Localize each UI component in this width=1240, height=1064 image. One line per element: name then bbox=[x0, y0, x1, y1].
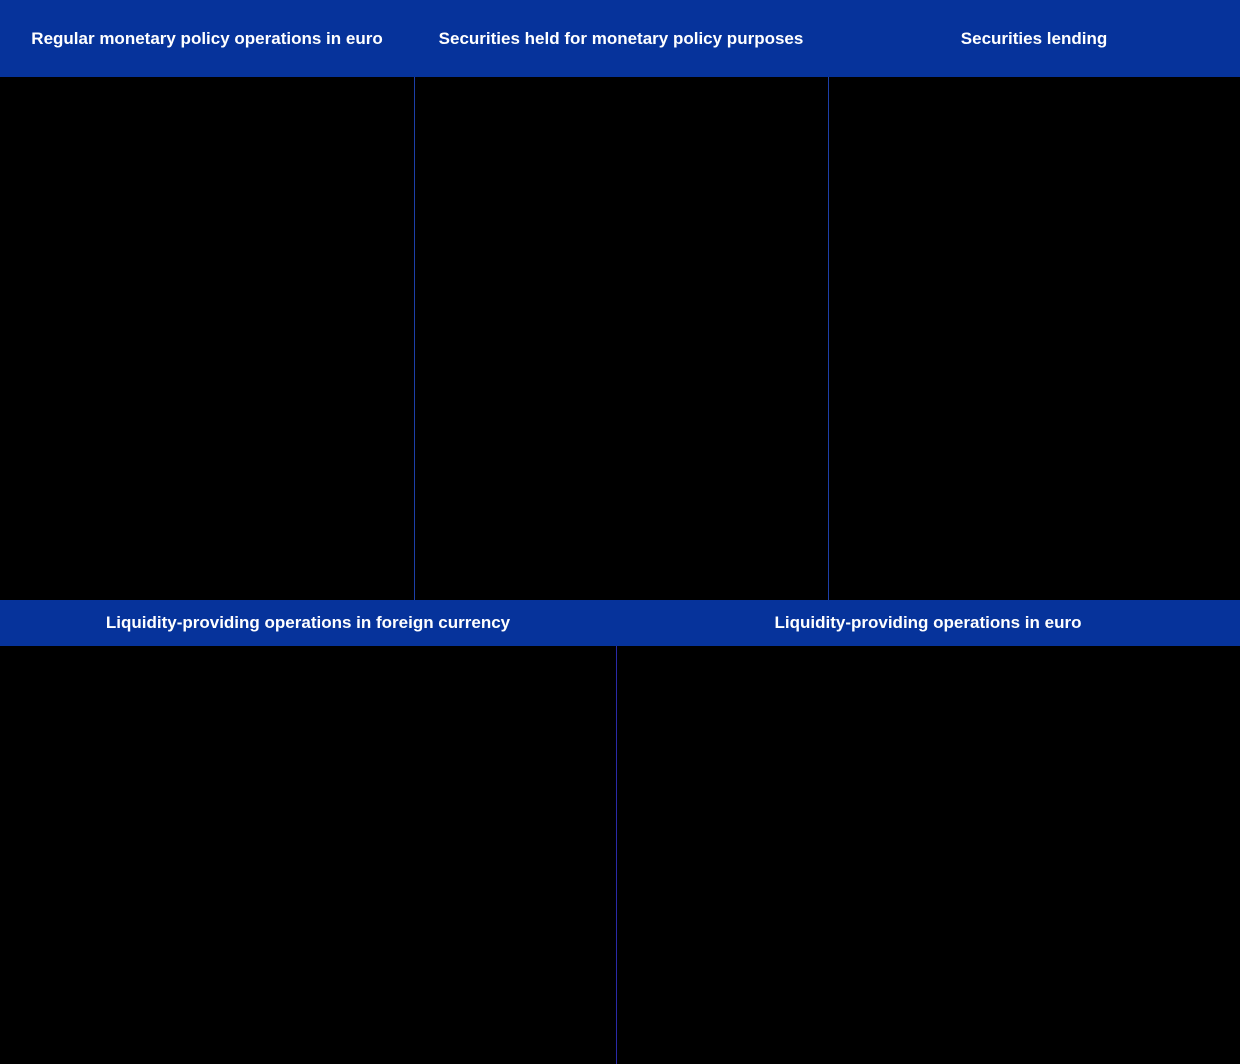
plot-area-regular-monetary-policy-operations bbox=[0, 77, 414, 600]
top-title-band bbox=[0, 0, 1240, 77]
chart-panel-liquidity-providing-operations-foreign-currency[interactable] bbox=[0, 646, 616, 1064]
chart-panel-securities-held-for-monetary-policy-purposes[interactable] bbox=[414, 77, 828, 600]
middle-title-band bbox=[0, 600, 1240, 646]
plot-area-securities-held-for-monetary-policy-purposes bbox=[415, 77, 828, 600]
plot-area-liquidity-providing-operations-euro bbox=[617, 646, 1240, 1064]
panel-title-securities-held-for-monetary-policy-purposes: Securities held for monetary policy purposes bbox=[438, 28, 804, 48]
plot-area-liquidity-providing-operations-foreign-currency bbox=[0, 646, 616, 1064]
panel-title-liquidity-providing-operations-foreign-currency: Liquidity-providing operations in foreign currency bbox=[105, 613, 511, 633]
chart-panel-regular-monetary-policy-operations[interactable] bbox=[0, 77, 414, 600]
panel-title-regular-monetary-policy-operations: Regular monetary policy operations in euro bbox=[31, 28, 383, 48]
chart-panel-securities-lending[interactable] bbox=[828, 77, 1240, 600]
panel-title-securities-lending: Securities lending bbox=[960, 28, 1108, 48]
plot-area-securities-lending bbox=[829, 77, 1240, 600]
chart-panel-liquidity-providing-operations-euro[interactable] bbox=[616, 646, 1240, 1064]
top-chart-row bbox=[0, 77, 1240, 600]
bottom-chart-row bbox=[0, 646, 1240, 1064]
panel-title-liquidity-providing-operations-euro: Liquidity-providing operations in euro bbox=[774, 613, 1082, 633]
